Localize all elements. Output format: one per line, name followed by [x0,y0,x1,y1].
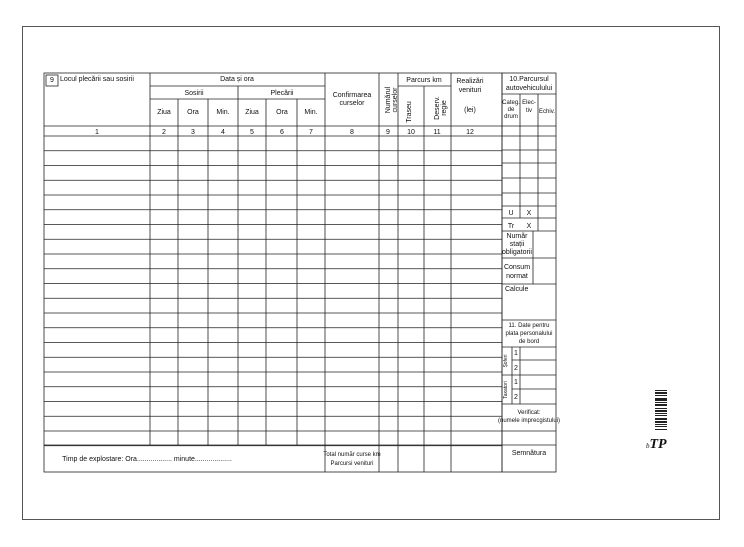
driver-1: 1 [514,350,518,357]
column-number: 8 [350,129,354,136]
conductor-2: 2 [514,394,518,401]
equivalent-header: Echiv. [539,109,555,115]
arrivals-header: Sosirii [184,90,204,97]
drivers-label: Șoferi [503,354,509,368]
revenue-header: Realizări venituri [456,78,484,94]
column-number: 12 [466,129,474,136]
section10-subtitle: autovehiculului [505,85,553,92]
column-number: 4 [221,129,225,136]
conductors-label: Taxatori [503,381,509,399]
effective-header: Elec-tiv [522,100,536,114]
column-number: 7 [309,129,313,136]
row-u-mark: X [526,210,532,217]
row-tr-mark: X [526,223,532,230]
departure-hour-header: Ora [276,109,288,116]
barcode-icon [655,390,669,432]
departure-day-header: Ziua [245,109,259,116]
fuel-norm-label: Consum normat [503,264,531,280]
driver-2: 2 [514,365,518,372]
road-category-header: Categ. de drum [502,100,520,120]
column-number: 6 [280,129,284,136]
departure-min-header: Min. [304,109,318,116]
calculations-label: Calcule [505,286,529,293]
distance-header: Parcurs km [406,77,442,84]
total-revenue-label: Parcursi venituri [330,461,374,467]
column-number: 5 [250,129,254,136]
column-number: 11 [433,129,441,136]
row-tr-label: Tr [507,223,515,230]
total-trips-label: Total număr curse km [323,452,381,458]
service-header: Deserv.regie [434,96,448,120]
mandatory-stops-label: Număr stații obligatorii [502,233,532,256]
column-number: 2 [162,129,166,136]
column-number: 3 [191,129,195,136]
section-number: 9 [50,77,54,84]
row-u-label: U [508,210,514,217]
section11-title: 11. Date pentru plata personalului de bord [505,323,553,345]
section10-title: 10.Parcursul [509,76,549,83]
signature-label: Semnătura [511,450,547,457]
arrival-hour-header: Ora [187,109,199,116]
trips-count-header: Numărulcurselor [385,86,399,114]
operating-time-label: Timp de explostare: Ora.................. minute................... [62,456,232,463]
departures-header: Plecării [270,90,294,97]
publisher-logo: bTP [646,437,667,452]
column-number: 10 [407,129,415,136]
arrival-min-header: Min. [216,109,230,116]
confirmation-header: Confirmarea curselor [332,92,372,107]
date-group-header: Data și ora [220,76,254,83]
route-header: Traseu [406,101,413,123]
column-number: 1 [95,129,99,136]
arrival-day-header: Ziua [157,109,171,116]
verified-label: Verificat: (numele imprecgistului) [497,410,561,424]
revenue-unit: (lei) [464,107,476,114]
column-number: 9 [386,129,390,136]
form-grid [44,73,556,472]
conductor-1: 1 [514,379,518,386]
section-title: Locul plecării sau sosirii [60,76,134,83]
